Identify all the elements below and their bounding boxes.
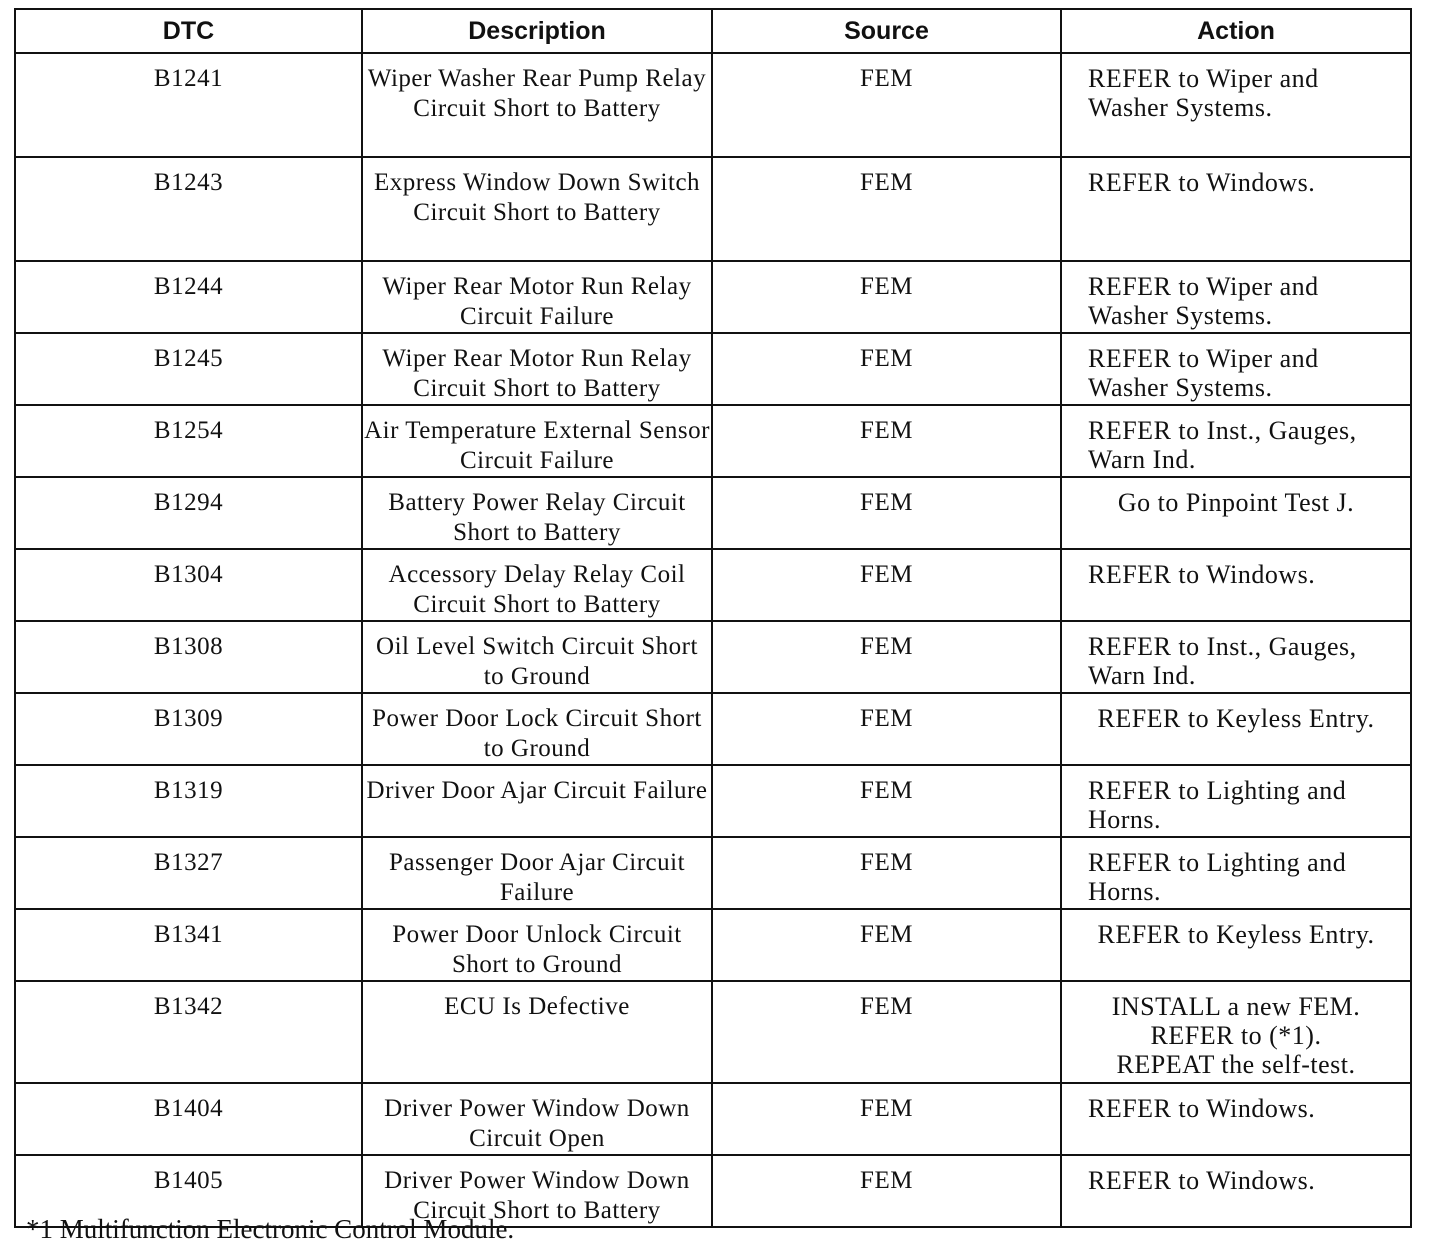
action-line: REPEAT the self-test. [1116,1050,1356,1079]
dtc-source: FEM [712,621,1061,693]
dtc-description: Driver Power Window Down Circuit Short to Battery [362,1155,712,1227]
dtc-code: B1241 [15,53,362,157]
dtc-action: REFER to Wiper and Washer Systems. [1061,333,1411,405]
dtc-description: Driver Power Window Down Circuit Open [362,1083,712,1155]
dtc-code: B1341 [15,909,362,981]
dtc-action: REFER to Windows. [1061,1083,1411,1155]
dtc-source: FEM [712,1083,1061,1155]
dtc-action: REFER to Wiper and Washer Systems. [1061,261,1411,333]
dtc-action: REFER to Keyless Entry. [1061,909,1411,981]
action-line: INSTALL a new FEM. [1111,992,1361,1021]
dtc-description: Passenger Door Ajar Circuit Failure [362,837,712,909]
table-row [15,549,1411,621]
header-dtc: DTC [15,9,362,53]
table-row [15,981,1411,1083]
table-row [15,765,1411,837]
dtc-description: ECU Is Defective [362,981,712,1083]
action-line: REFER to (*1). [1150,1021,1322,1050]
dtc-source: FEM [712,477,1061,549]
dtc-source: FEM [712,693,1061,765]
dtc-action: REFER to Inst., Gauges, Warn Ind. [1061,405,1411,477]
dtc-code: B1244 [15,261,362,333]
dtc-action: REFER to Inst., Gauges, Warn Ind. [1061,621,1411,693]
dtc-description: Oil Level Switch Circuit Short to Ground [362,621,712,693]
table-row [15,333,1411,405]
dtc-code: B1245 [15,333,362,405]
dtc-code: B1304 [15,549,362,621]
table-row [15,621,1411,693]
table-row [15,157,1411,261]
dtc-source: FEM [712,909,1061,981]
dtc-table [14,8,1412,1228]
header-description: Description [362,9,712,53]
dtc-source: FEM [712,765,1061,837]
dtc-source: FEM [712,157,1061,261]
dtc-code: B1308 [15,621,362,693]
dtc-source: FEM [712,53,1061,157]
dtc-description: Power Door Unlock Circuit Short to Ground [362,909,712,981]
table-row [15,909,1411,981]
dtc-source: FEM [712,333,1061,405]
dtc-source: FEM [712,549,1061,621]
dtc-action: REFER to Windows. [1061,549,1411,621]
dtc-description: Wiper Washer Rear Pump Relay Circuit Short to Battery [362,53,712,157]
dtc-code: B1404 [15,1083,362,1155]
table-row [15,693,1411,765]
dtc-description: Air Temperature External Sensor Circuit Failure [362,405,712,477]
header-row [15,9,1411,53]
header-action: Action [1061,9,1411,53]
dtc-action [1061,981,1411,1083]
dtc-description: Wiper Rear Motor Run Relay Circuit Failure [362,261,712,333]
dtc-action: REFER to Windows. [1061,1155,1411,1227]
dtc-source: FEM [712,405,1061,477]
dtc-description: Wiper Rear Motor Run Relay Circuit Short to Battery [362,333,712,405]
dtc-code: B1309 [15,693,362,765]
dtc-action: Go to Pinpoint Test J. [1061,477,1411,549]
dtc-description: Battery Power Relay Circuit Short to Battery [362,477,712,549]
dtc-description: Express Window Down Switch Circuit Short to Battery [362,157,712,261]
dtc-source: FEM [712,837,1061,909]
dtc-source: FEM [712,261,1061,333]
dtc-code: B1342 [15,981,362,1083]
table-row [15,405,1411,477]
dtc-action: REFER to Keyless Entry. [1061,693,1411,765]
dtc-action: REFER to Windows. [1061,157,1411,261]
dtc-code: B1254 [15,405,362,477]
table-row [15,53,1411,157]
dtc-action: REFER to Lighting and Horns. [1061,765,1411,837]
dtc-code: B1405 [15,1155,362,1227]
dtc-description: Accessory Delay Relay Coil Circuit Short to Battery [362,549,712,621]
dtc-action: REFER to Lighting and Horns. [1061,837,1411,909]
dtc-code: B1243 [15,157,362,261]
dtc-source: FEM [712,981,1061,1083]
table-row [15,837,1411,909]
dtc-description: Driver Door Ajar Circuit Failure [362,765,712,837]
dtc-code: B1327 [15,837,362,909]
dtc-code: B1294 [15,477,362,549]
footnote: *1 Multifunction Electronic Control Module. [26,1214,515,1244]
table-row [15,261,1411,333]
dtc-action: REFER to Wiper and Washer Systems. [1061,53,1411,157]
table-row [15,1083,1411,1155]
dtc-description: Power Door Lock Circuit Short to Ground [362,693,712,765]
table-row [15,477,1411,549]
header-source: Source [712,9,1061,53]
dtc-source: FEM [712,1155,1061,1227]
dtc-code: B1319 [15,765,362,837]
